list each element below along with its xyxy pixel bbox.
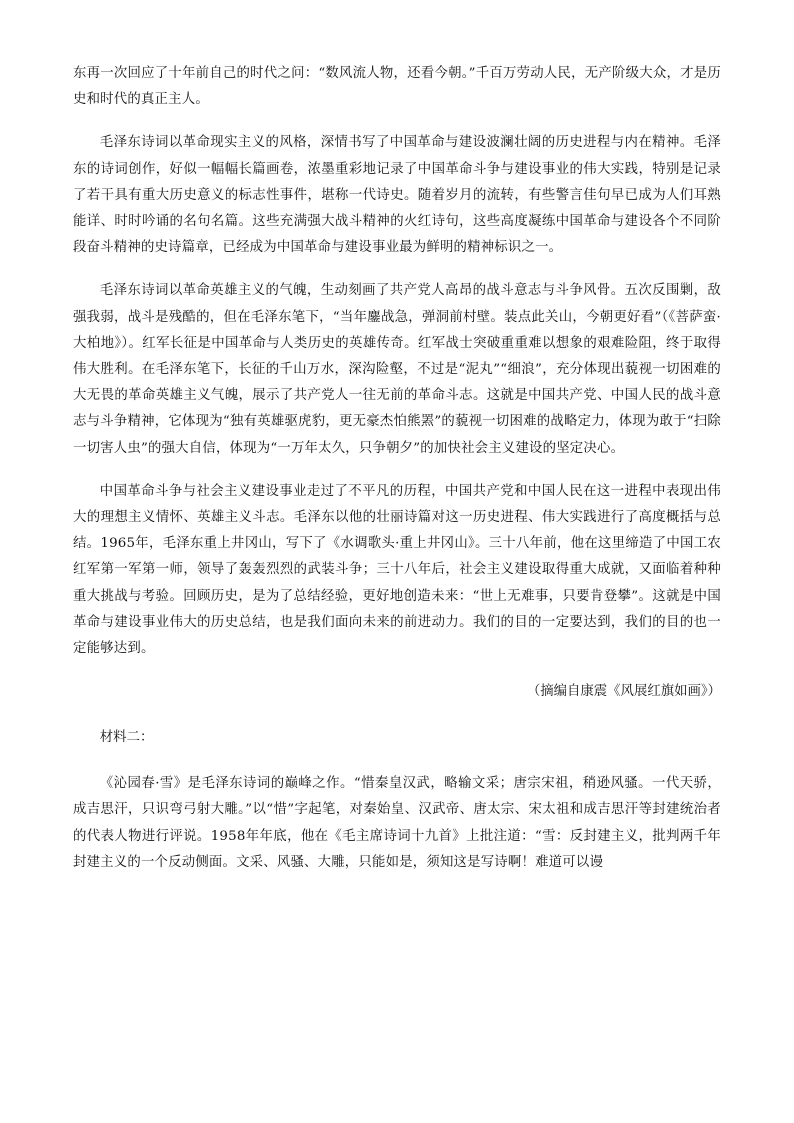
material-label: 材料二： [99,730,154,746]
paragraph-qinyuanchun: 《沁园春·雪》是毛泽东诗词的巅峰之作。“惜秦皇汉武，略输文采；唐宗宋祖，稍逊风骚。一代天骄，成吉思汗，只识弯弓射大雕。”以“惜”字起笔，对秦始皇、汉武帝、唐太宗、宋太祖和成吉思汗等封建统治者的代表人物进行评说。1958年年底，他在《毛主席诗词十九首》上批注道：“雪：反封建主义，批判两千年封建主义的一个反动侧面。文采、风骚、大雕，只能如是，须知这是写诗啊！难道可以谩 [73,776,721,870]
paragraph-continuation: 东再一次回应了十年前自己的时代之问：“数风流人物，还看今朝。”千百万劳动人民，无产阶级大众，才是历史和时代的真正主人。 [73,66,721,108]
paragraph-idealism: 中国革命斗争与社会主义建设事业走过了不平凡的历程，中国共产党和中国人民在这一进程中表现出伟大的理想主义情怀、英雄主义斗志。毛泽东以他的壮丽诗篇对这一历史进程、伟大实践进行了高度概括与总结。1965年，毛泽东重上井冈山，写下了《水调歌头·重上井冈山》。三十八年前，他在这里缔造了中国工农红军第一军第一师，领导了轰轰烈烈的武装斗争；三十八年后，社会主义建设取得重大成就，又面临着种种重大挑战与考验。回顾历史，是为了总结经验，更好地创造未来：“世上无难事，只要肯登攀”。这就是中国革命与建设事业伟大的历史总结，也是我们面向未来的前进动力。我们的目的一定要达到，我们的目的也一定能够达到。 [73,483,721,657]
source-citation: （摘编自康震《风展红旗如画》） [526,684,721,700]
paragraph-realism: 毛泽东诗词以革命现实主义的风格，深情书写了中国革命与建设波澜壮阔的历史进程与内在精神。毛泽东的诗词创作，好似一幅幅长篇画卷，浓墨重彩地记录了中国革命斗争与建设事业的伟大实践，特别是记录了若干具有重大历史意义的标志性事件，堪称一代诗史。随着岁月的流转，有些警言佳句早已成为人们耳熟能详、时时吟诵的名句名篇。这些充满强大战斗精神的火红诗句，这些高度凝练中国革命与建设各个不同阶段奋斗精神的史诗篇章，已经成为中国革命与建设事业最为鲜明的精神标识之一。 [73,135,721,256]
document-page [73,61,721,876]
paragraph-heroism: 毛泽东诗词以革命英雄主义的气魄，生动刻画了共产党人高昂的战斗意志与斗争风骨。五次反围剿，敌强我弱，战斗是残酷的，但在毛泽东笔下，“当年鏖战急，弹洞前村壁。装点此关山，今朝更好看”（《菩萨蛮·大柏地》）。红军长征是中国革命与人类历史的英雄传奇。红军战士突破重重难以想象的艰难险阻，终于取得伟大胜利。在毛泽东笔下，长征的千山万水，深沟险壑，不过是“泥丸”“细浪”，充分体现出藐视一切困难的大无畏的革命英雄主义气魄，展示了共产党人一往无前的革命斗志。这就是中国共产党、中国人民的战斗意志与斗争精神，它体现为“独有英雄驱虎豹，更无豪杰怕熊罴”的藐视一切困难的战略定力，体现为敢于“扫除一切害人虫”的强大自信，体现为“一万年太久，只争朝夕”的加快社会主义建设的坚定决心。 [73,283,721,456]
